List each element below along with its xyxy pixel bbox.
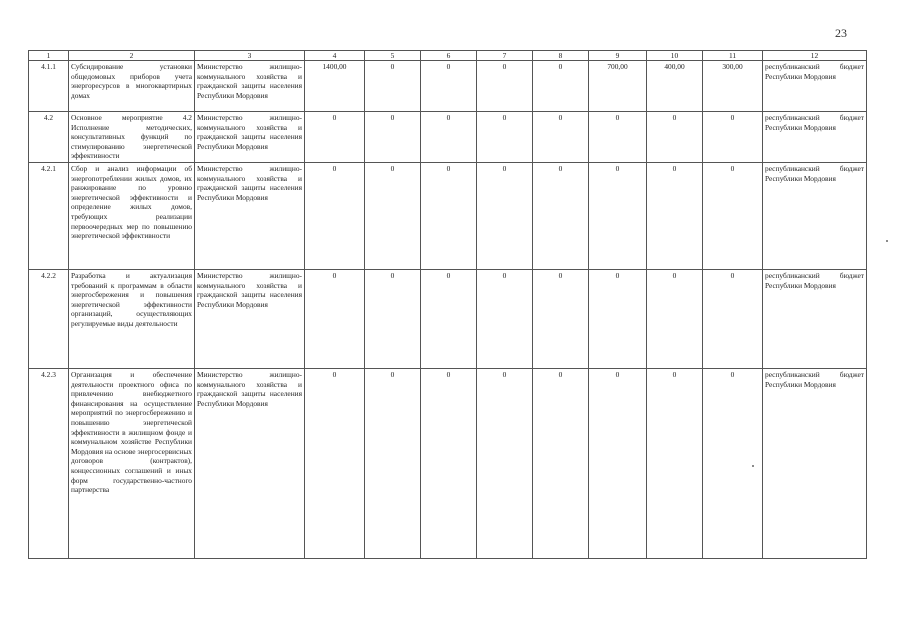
column-header: 3	[195, 51, 305, 61]
executor: Министерство жилищно-коммунального хозяйства и гражданской защиты населения Республики Мордовия	[195, 368, 305, 558]
measure-name: Организация и обеспечение деятельности проектного офиса по привлечению внебюджетного финансирования на осуществление мероприятий по энергосбережению и повышению энергетической эффективности в жилищном фонде и коммунальном хозяйстве Республики Мордовия на основе энергосервисных договоров (контрактов), концессионных соглашений и иных форм государственно-частного партнерства	[69, 368, 195, 558]
value-cell: 300,00	[703, 61, 763, 112]
value-cell: 0	[647, 368, 703, 558]
column-header: 6	[421, 51, 477, 61]
executor: Министерство жилищно-коммунального хозяйства и гражданской защиты населения Республики Мордовия	[195, 162, 305, 269]
value-cell: 0	[421, 162, 477, 269]
value-cell: 0	[305, 269, 365, 368]
executor: Министерство жилищно-коммунального хозяйства и гражданской защиты населения Республики Мордовия	[195, 269, 305, 368]
measure-name: Основное мероприятие 4.2 Исполнение методических, консультативных функций по стимулированию энергетической эффективности	[69, 112, 195, 163]
program-table	[28, 50, 867, 559]
value-cell: 0	[533, 61, 589, 112]
row-number: 4.2	[29, 112, 69, 163]
value-cell: 0	[365, 61, 421, 112]
value-cell: 0	[477, 368, 533, 558]
value-cell: 0	[533, 162, 589, 269]
executor: Министерство жилищно-коммунального хозяйства и гражданской защиты населения Республики Мордовия	[195, 112, 305, 163]
column-header: 7	[477, 51, 533, 61]
column-header: 9	[589, 51, 647, 61]
value-cell: 0	[533, 112, 589, 163]
column-header: 10	[647, 51, 703, 61]
column-header: 8	[533, 51, 589, 61]
column-header: 2	[69, 51, 195, 61]
value-cell: 0	[305, 162, 365, 269]
value-cell: 0	[589, 112, 647, 163]
value-cell: 700,00	[589, 61, 647, 112]
value-cell: 0	[589, 368, 647, 558]
value-cell: 0	[703, 368, 763, 558]
value-cell: 0	[589, 162, 647, 269]
value-cell: 0	[647, 112, 703, 163]
table-row	[29, 112, 867, 163]
funding-source: республиканский бюджет Республики Мордовия	[763, 269, 867, 368]
executor: Министерство жилищно-коммунального хозяйства и гражданской защиты населения Республики Мордовия	[195, 61, 305, 112]
value-cell: 0	[421, 112, 477, 163]
scan-speck	[886, 240, 888, 242]
measure-name: Субсидирование установки общедомовых приборов учета энергоресурсов в многоквартирных домах	[69, 61, 195, 112]
value-cell: 0	[421, 368, 477, 558]
value-cell: 0	[647, 269, 703, 368]
value-cell: 0	[365, 368, 421, 558]
value-cell: 0	[421, 61, 477, 112]
value-cell: 0	[589, 269, 647, 368]
value-cell: 0	[477, 61, 533, 112]
table-row	[29, 269, 867, 368]
value-cell: 0	[305, 368, 365, 558]
table-row	[29, 368, 867, 558]
column-header: 11	[703, 51, 763, 61]
value-cell: 0	[703, 112, 763, 163]
value-cell: 400,00	[647, 61, 703, 112]
value-cell: 0	[477, 112, 533, 163]
funding-source: республиканский бюджет Республики Мордовия	[763, 112, 867, 163]
value-cell: 0	[365, 269, 421, 368]
value-cell: 0	[421, 269, 477, 368]
measure-name: Сбор и анализ информации об энергопотреблении жилых домов, их ранжирование по уровню энергетической эффективности и определение жилых домов, требующих реализации первоочередных мер по повышению энергетической эффективности	[69, 162, 195, 269]
value-cell: 0	[703, 162, 763, 269]
column-header: 1	[29, 51, 69, 61]
table-row	[29, 162, 867, 269]
value-cell: 0	[533, 368, 589, 558]
column-header: 5	[365, 51, 421, 61]
scan-speck	[752, 465, 754, 467]
row-number: 4.2.3	[29, 368, 69, 558]
value-cell: 0	[533, 269, 589, 368]
value-cell: 0	[477, 162, 533, 269]
measure-name: Разработка и актуализация требований к программам в области энергосбережения и повышения энергетической эффективности организаций, осуществляющих регулируемые виды деятельности	[69, 269, 195, 368]
table-row	[29, 61, 867, 112]
funding-source: республиканский бюджет Республики Мордовия	[763, 61, 867, 112]
value-cell: 0	[703, 269, 763, 368]
value-cell: 0	[647, 162, 703, 269]
funding-source: республиканский бюджет Республики Мордовия	[763, 368, 867, 558]
column-header: 12	[763, 51, 867, 61]
value-cell: 1400,00	[305, 61, 365, 112]
value-cell: 0	[305, 112, 365, 163]
header-row	[29, 51, 867, 61]
row-number: 4.1.1	[29, 61, 69, 112]
row-number: 4.2.2	[29, 269, 69, 368]
row-number: 4.2.1	[29, 162, 69, 269]
value-cell: 0	[365, 162, 421, 269]
funding-source: республиканский бюджет Республики Мордовия	[763, 162, 867, 269]
column-header: 4	[305, 51, 365, 61]
page-number: 23	[835, 26, 847, 40]
value-cell: 0	[477, 269, 533, 368]
value-cell: 0	[365, 112, 421, 163]
